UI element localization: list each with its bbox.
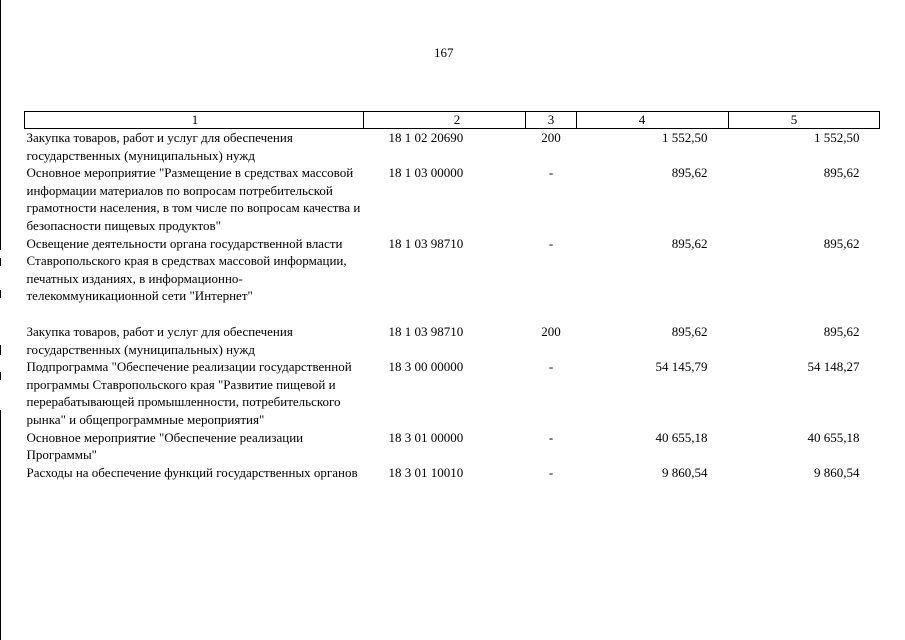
row-name: Закупка товаров, работ и услуг для обеспечения государственных (муниципальных) нужд	[26, 323, 293, 357]
row-name: Закупка товаров, работ и услуг для обеспечения государственных (муниципальных) нужд	[26, 130, 293, 163]
table-row	[25, 235, 880, 323]
scan-edge-mark	[0, 345, 1, 355]
row-value-4: 895,62	[671, 323, 708, 339]
scan-edge-mark	[0, 258, 1, 266]
table-row	[25, 358, 880, 428]
table-row	[25, 323, 880, 358]
row-code: 18 3 01 10010	[388, 464, 464, 480]
row-value-4: 895,62	[671, 235, 708, 251]
column-header-4: 4	[577, 112, 729, 129]
budget-table	[24, 111, 880, 481]
row-name: Основное мероприятие "Размещение в средствах массовой информации материалов по вопросам потребительской грамотности населения, в том числе по вопросам качества и безопасности пищевых продуктов"	[26, 165, 361, 233]
row-type: -	[548, 165, 554, 181]
row-name: Основное мероприятие "Обеспечение реализации Программы"	[26, 429, 304, 463]
row-value-4: 1 552,50	[662, 130, 708, 145]
row-name: Освещение деятельности органа государственной власти Ставропольского края в средствах массовой информации, печатных изданиях, в информационно-телекоммуникационной сети "Интернет"	[26, 235, 347, 304]
row-type: -	[548, 235, 554, 251]
row-value-5: 895,62	[823, 235, 860, 251]
row-code: 18 1 03 98710	[388, 235, 464, 251]
table-header-row	[25, 112, 880, 129]
table-row	[25, 164, 880, 234]
row-type: 200	[541, 130, 561, 145]
table-row	[25, 464, 880, 482]
row-type: 200	[541, 323, 561, 339]
row-name: Расходы на обеспечение функций государственных органов	[26, 464, 358, 480]
column-header-5: 5	[729, 112, 880, 129]
column-header-1: 1	[25, 112, 364, 129]
row-type: -	[548, 429, 554, 445]
row-type: -	[548, 359, 554, 375]
row-value-4: 54 145,79	[655, 359, 708, 375]
column-header-3: 3	[526, 112, 577, 129]
row-type: -	[548, 464, 554, 480]
row-code: 18 1 03 00000	[388, 165, 464, 181]
row-code: 18 3 00 00000	[388, 359, 464, 375]
scan-edge-mark	[0, 372, 1, 380]
page-number: 167	[434, 45, 454, 60]
row-value-4: 9 860,54	[662, 464, 708, 480]
row-value-5: 54 148,27	[807, 359, 860, 375]
row-value-5: 1 552,50	[814, 130, 860, 145]
row-value-5: 9 860,54	[814, 464, 860, 480]
scan-edge-line	[0, 410, 1, 640]
column-header-2: 2	[364, 112, 526, 129]
row-value-5: 40 655,18	[807, 429, 860, 445]
row-value-5: 895,62	[823, 323, 860, 339]
scan-edge-line	[0, 0, 1, 250]
row-value-5: 895,62	[823, 165, 860, 181]
scan-edge-mark	[0, 290, 1, 298]
row-value-4: 40 655,18	[655, 429, 708, 445]
row-code: 18 3 01 00000	[388, 429, 464, 445]
row-code: 18 1 02 20690	[388, 130, 464, 145]
row-name: Подпрограмма "Обеспечение реализации государственной программы Ставропольского края "Развитие пищевой и перерабатывающей промышленности, потребительского рынка" и общепрограммные мероприятия"	[26, 359, 352, 427]
row-code: 18 1 03 98710	[388, 323, 464, 339]
row-value-4: 895,62	[671, 165, 708, 181]
table-row	[25, 129, 880, 165]
table-row	[25, 429, 880, 464]
